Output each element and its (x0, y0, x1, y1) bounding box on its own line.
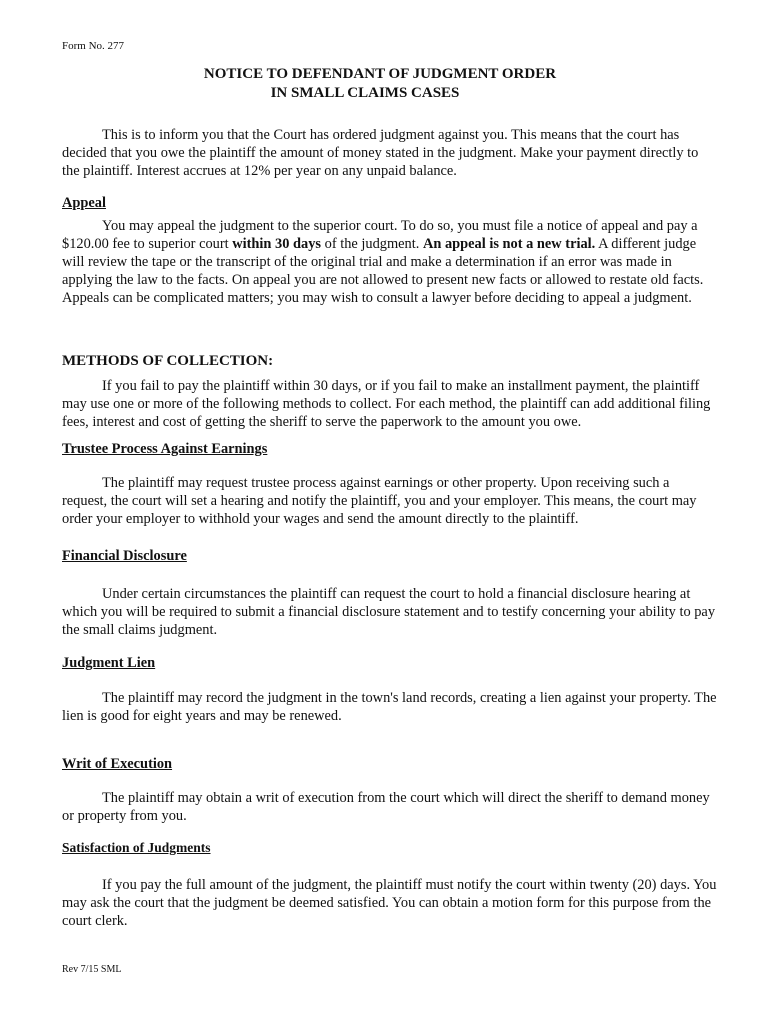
revision-footer: Rev 7/15 SML (62, 964, 122, 975)
intro-paragraph: This is to inform you that the Court has ordered judgment against you. This means that the court has decided that you owe the plaintiff the amount of money stated in the judgment. Make your payment directly to the plaintiff. Interest accrues at 12% per year on any unpaid balance. (62, 127, 699, 179)
trustee-heading: Trustee Process Against Earnings (62, 441, 268, 457)
financial-paragraph: Under certain circumstances the plaintiff can request the court to hold a financial disclosure hearing at which you will be required to submit a financial disclosure statement and to testify concerning your ability to pay the small claims judgment. (62, 586, 716, 638)
appeal-text-b: of the judgment. (321, 236, 423, 252)
document-title-line-2: IN SMALL CLAIMS CASES (270, 85, 460, 101)
lien-paragraph: The plaintiff may record the judgment in the town's land records, creating a lien against your property. The lien is good for eight years and may be renewed. (62, 690, 717, 724)
trustee-paragraph: The plaintiff may request trustee process against earnings or other property. Upon receiving such a request, the court will set a hearing and notify the plaintiff, you and your employer. This means, the court may order your employer to withhold your wages and send the amount directly to the plaintiff. (62, 475, 697, 527)
appeal-not-new-trial: An appeal is not a new trial. (422, 236, 596, 252)
appeal-heading: Appeal (62, 195, 106, 211)
satisfaction-paragraph: If you pay the full amount of the judgment, the plaintiff must notify the court within twenty (20) days. You may ask the court that the judgment be deemed satisfied. You can obtain a motion form for this purpose from the court clerk. (62, 877, 717, 929)
methods-heading: METHODS OF COLLECTION: (62, 353, 274, 369)
writ-heading: Writ of Execution (62, 756, 173, 772)
lien-heading: Judgment Lien (62, 655, 156, 671)
document-title-line-1: NOTICE TO DEFENDANT OF JUDGMENT ORDER (203, 66, 557, 82)
appeal-text-c: A different judge will review the tape or the transcript of the original trial and make a determination if an error was made in applying the law to the facts. On appeal you are not allowed to present new facts or allowed to restate old facts. Appeals can be complicated matters; you may wish to consult a lawyer before deciding to appeal a judgment. (62, 236, 704, 306)
satisfaction-heading: Satisfaction of Judgments (62, 840, 211, 855)
appeal-deadline: within 30 days (232, 236, 322, 252)
appeal-text-a: You may appeal the judgment to the superior court. To do so, you must file a notice of appeal and pay a $120.00 fee to superior court (62, 218, 698, 252)
appeal-paragraph (62, 217, 718, 307)
form-number: Form No. 277 (62, 40, 125, 52)
financial-heading: Financial Disclosure (62, 548, 187, 564)
methods-paragraph: If you fail to pay the plaintiff within 30 days, or if you fail to make an installment payment, the plaintiff may use one or more of the following methods to collect. For each method, the plaintiff can add additional filing fees, interest and cost of getting the sheriff to serve the paperwork to the amount you owe. (62, 378, 711, 430)
writ-paragraph: The plaintiff may obtain a writ of execution from the court which will direct the sheriff to demand money or property from you. (62, 790, 710, 824)
